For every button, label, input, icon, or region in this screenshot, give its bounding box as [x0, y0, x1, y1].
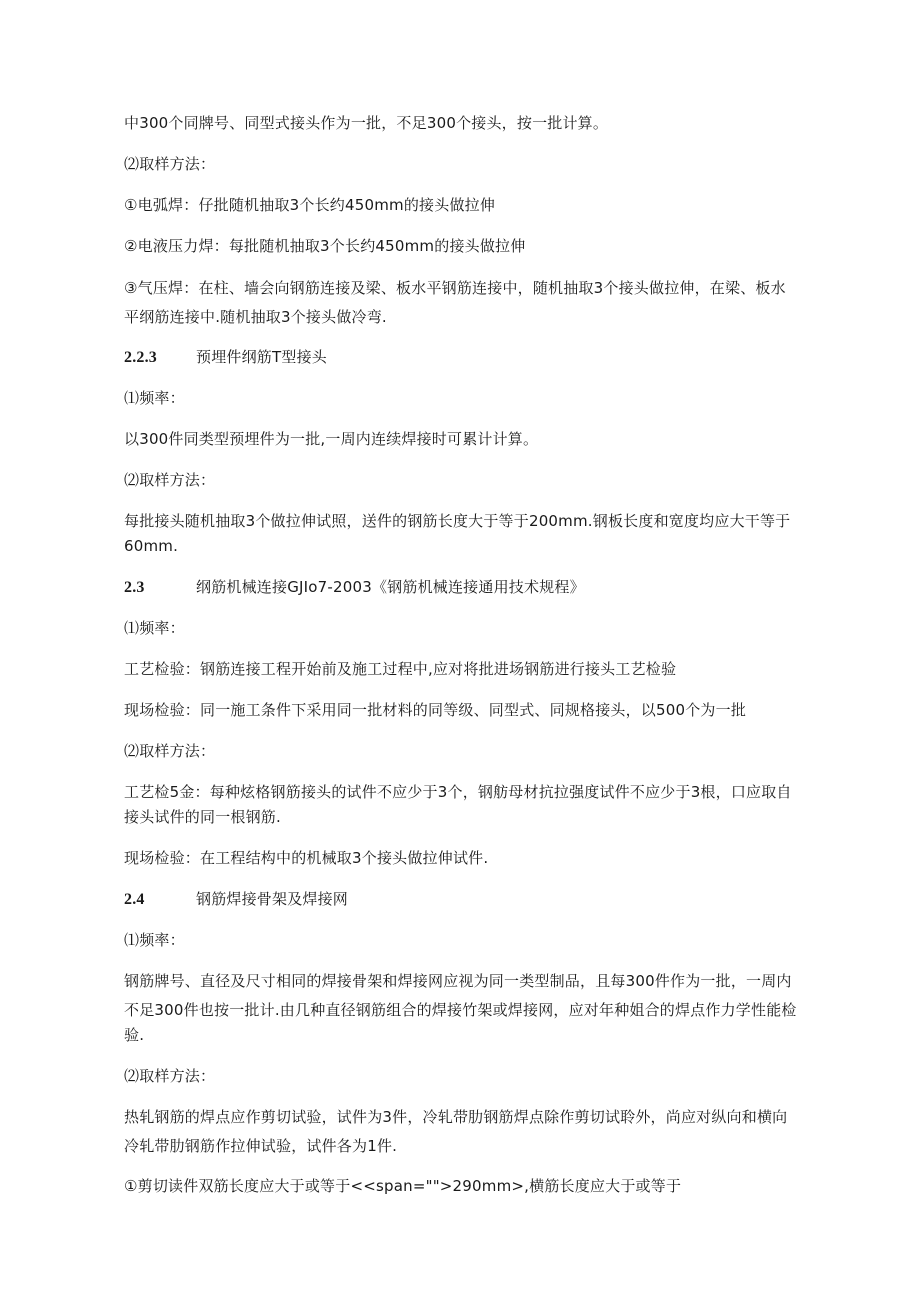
text-line: 冷轧带肋钢筋作拉伸试验，试件各为1件. — [124, 1137, 398, 1155]
section-heading — [124, 573, 804, 602]
section-number: 2.4 — [124, 891, 145, 908]
text-line: 接头试件的同一根钢筋. — [124, 808, 281, 826]
section-title: 纲筋机械连接GJIo7-2003《钢筋机械连接通用技术规程》 — [196, 578, 585, 596]
text-line: ⑴频率： — [124, 619, 185, 637]
text-line: ⑵取样方法： — [124, 742, 216, 760]
text-line: ⑴频率： — [124, 931, 185, 949]
text-line: ①剪切读件双筋长度应大于或等于<<span="">290mm>,横筋长度应大于或等于 — [124, 1177, 682, 1195]
section-heading — [124, 343, 804, 372]
text-line: ⑵取样方法： — [124, 1067, 216, 1085]
text-line: 验. — [124, 1026, 145, 1044]
section-number: 2.2.3 — [124, 349, 157, 366]
text-line: 不足300件也按一批计.由几种直径钢筋组合的焊接竹架或焊接网，应对年种姐合的焊点作力学性能检 — [124, 1001, 797, 1019]
text-line: ⑵取样方法： — [124, 471, 216, 489]
section-heading — [124, 885, 804, 914]
text-line: 热轧钢筋的焊点应作剪切试验，试件为3件，冷轧带肋钢筋焊点除作剪切试聆外，尚应对纵向和横向 — [124, 1108, 788, 1126]
section-title: 预埋件纲筋T型接头 — [196, 348, 327, 366]
text-line: 以300件同类型预埋件为一批,一周内连续焊接时可累计计算。 — [124, 430, 539, 448]
text-line: ⑴频率： — [124, 389, 185, 407]
text-line: 钢筋牌号、直径及尺寸相同的焊接骨架和焊接网应视为同一类型制品，且每300件作为一批，一周内 — [124, 972, 792, 990]
text-line: 中300个同牌号、同型式接头作为一批，不足300个接头，按一批计算。 — [124, 114, 609, 132]
section-number: 2.3 — [124, 579, 145, 596]
section-title: 钢筋焊接骨架及焊接网 — [196, 890, 349, 908]
text-line: ⑵取样方法： — [124, 155, 216, 173]
text-line: 平纲筋连接中.随机抽取3个接头做冷弯. — [124, 308, 387, 326]
text-line: 现场检验：同一施工条件下采用同一批材料的同等级、同型式、同规格接头，以500个为一批 — [124, 701, 747, 719]
text-line: ③气压焊：在柱、墙会向钢筋连接及梁、板水平钢筋连接中，随机抽取3个接头做拉伸，在梁、板水 — [124, 279, 786, 297]
text-line: ①电弧焊：仔批随机抽取3个长约450mm的接头做拉伸 — [124, 196, 496, 214]
text-line: 每批接头随机抽取3个做拉伸试照，送件的钢筋长度大于等于200mm.钢板长度和宽度均应大干等于 — [124, 512, 791, 530]
text-line: ②电液压力焊：每批随机抽取3个长约450mm的接头做拉伸 — [124, 237, 526, 255]
text-line: 现场检验：在工程结构中的机械取3个接头做拉伸试件. — [124, 849, 489, 867]
text-line: 60mm. — [124, 537, 179, 555]
text-line: 工艺检5金：每种炫格钢筋接头的试件不应少于3个，钢舫母材抗拉强度试件不应少于3根，口应取自 — [124, 783, 792, 801]
text-line: 工艺检验：钢筋连接工程开始前及施工过程中,应对将批进场钢筋进行接头工艺检验 — [124, 660, 677, 678]
